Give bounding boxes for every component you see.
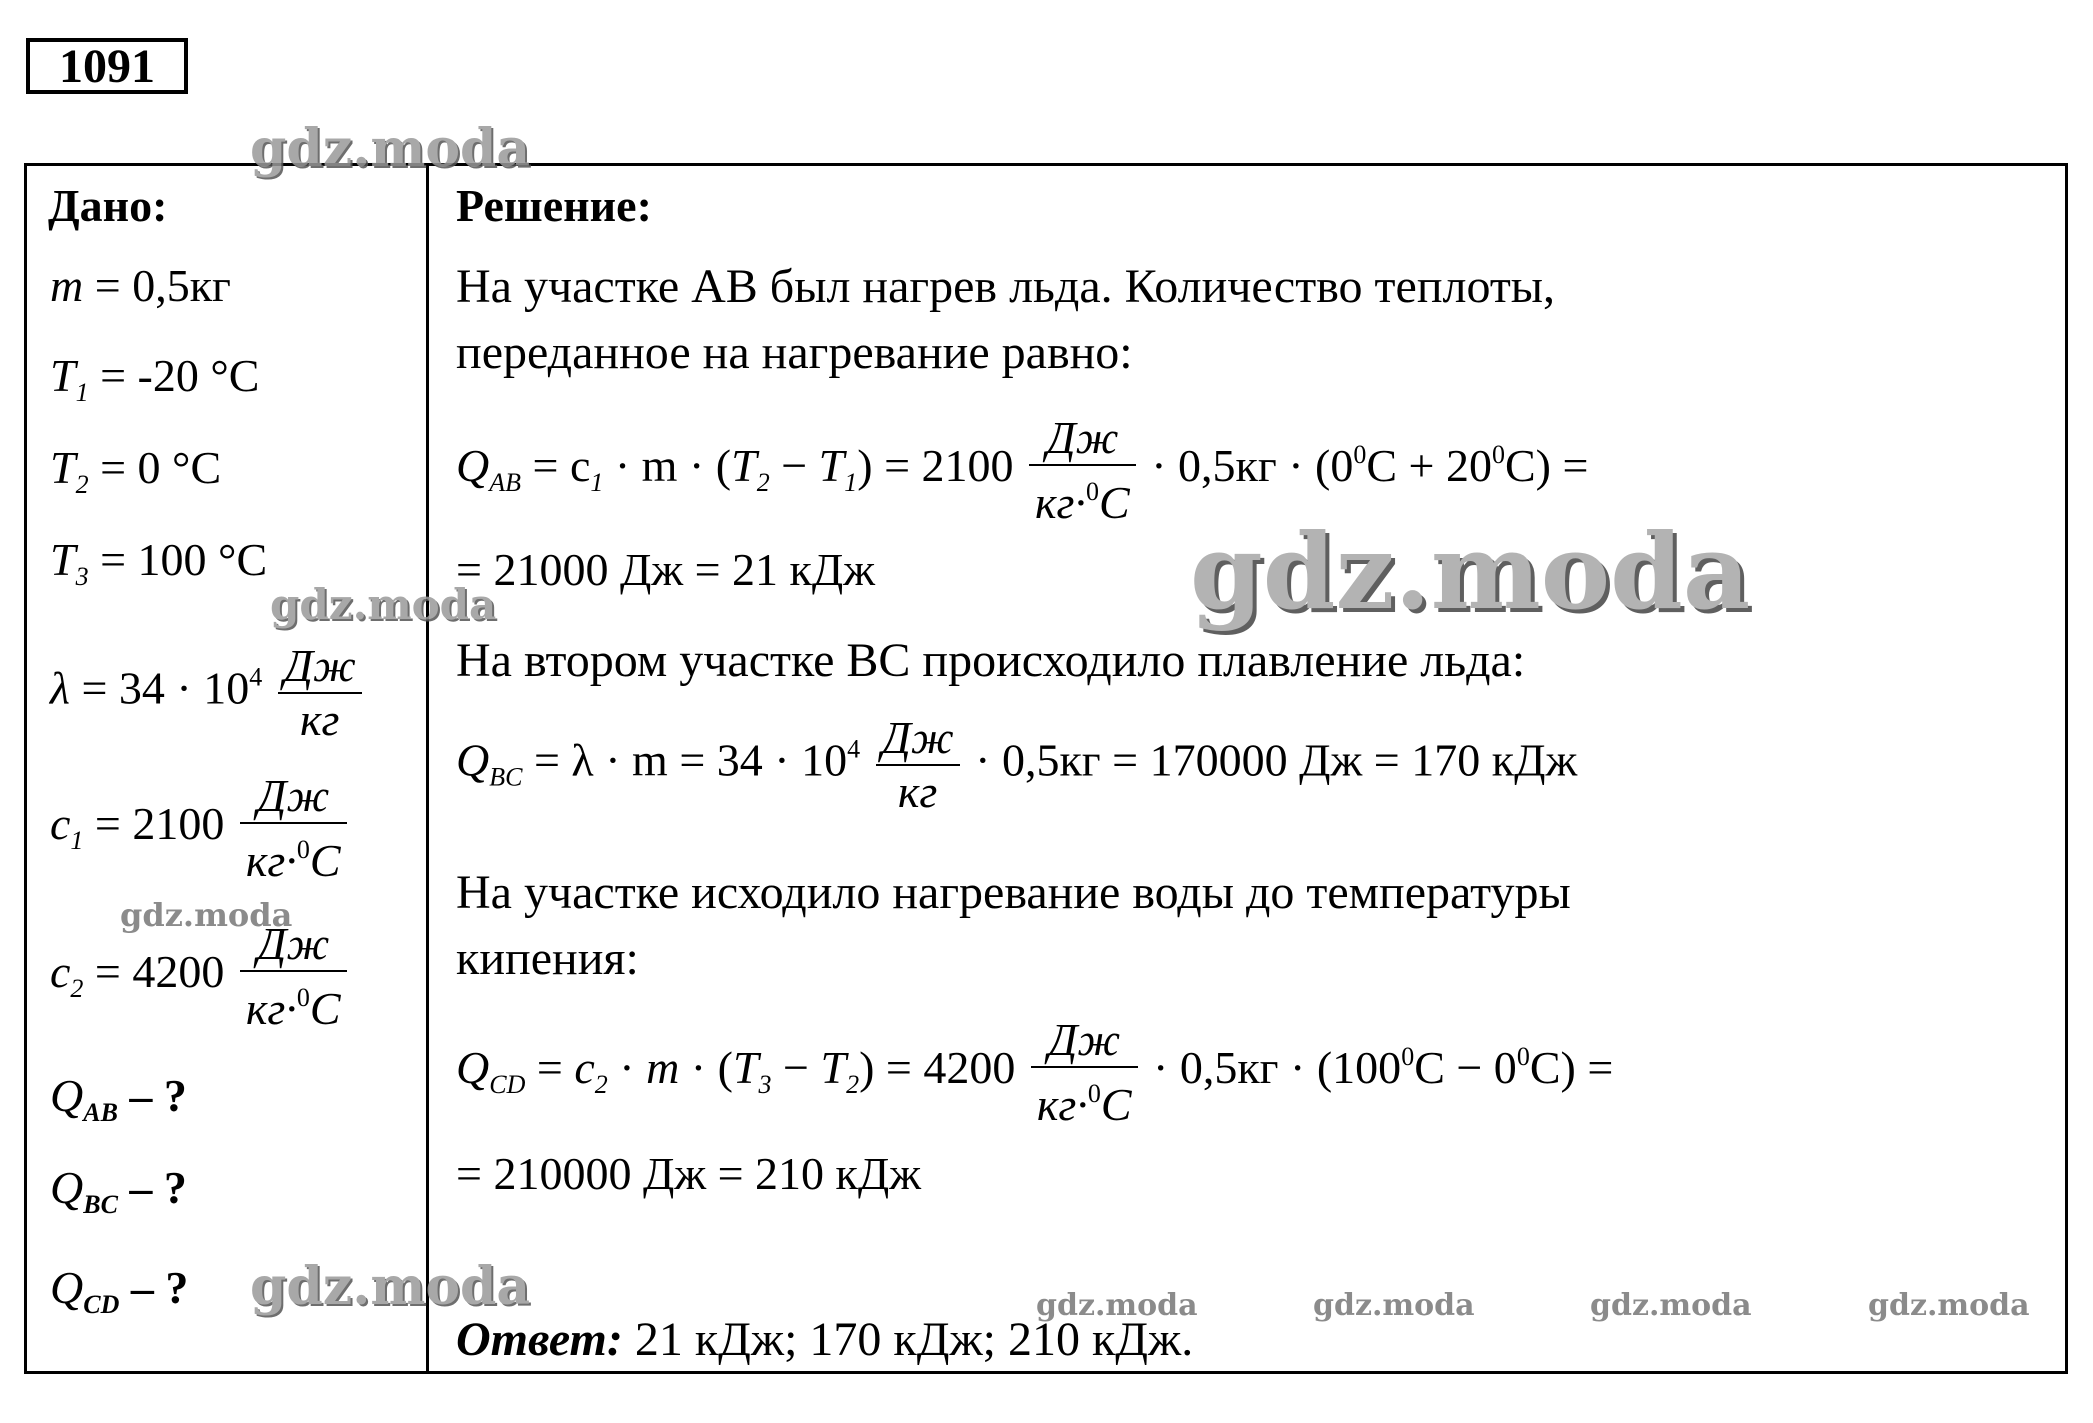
watermark: gdz.moda	[1036, 1288, 1198, 1323]
equation-qcd: $Q_{CD} = c_2 \cdot m \cdot (T_3 - T_2) = 4200$ $\frac{Дж}{кг\cdot^0C}$ · $0,5кг \cdot (100^0C - 0^0C)$ =	[456, 1014, 1614, 1130]
column-divider	[426, 163, 429, 1374]
watermark: gdz.moda	[250, 1256, 531, 1317]
given-header: Дано:	[48, 180, 168, 231]
given-t2: $T_2 = 0$ °C	[50, 442, 222, 499]
solution-paragraph-cd-line2: кипения:	[456, 932, 639, 985]
find-qab: $Q_{AB}$ – ?	[50, 1070, 187, 1127]
answer-label: Ответ:	[456, 1313, 623, 1366]
problem-number: 1091	[26, 38, 188, 94]
given-mass: m = 0,5кг	[50, 260, 231, 311]
find-qcd: $Q_{CD}$ – ?	[50, 1262, 189, 1319]
given-t1: $T_1 = -20$ °C	[50, 350, 260, 407]
solution-paragraph-ab-line2: переданное на нагревание равно:	[456, 326, 1133, 379]
watermark: gdz.moda	[270, 580, 497, 629]
watermark: gdz.moda	[250, 118, 531, 179]
given-lambda: $\lambda = 34 \cdot 10^4$ $\frac{Дж}{кг}$	[50, 640, 366, 746]
solution-header: Решение:	[456, 180, 652, 231]
watermark: gdz.moda	[120, 896, 293, 934]
answer-text: 21 кДж; 170 кДж; 210 кДж.	[622, 1313, 1194, 1366]
equation-qbc: $Q_{BC} = \lambda \cdot m = 34 \cdot 10^4$ $\frac{Дж}{кг}$ · 0,5кг = 170000 Дж = 170 кДж	[456, 712, 1578, 817]
watermark: gdz.moda	[1868, 1288, 2030, 1323]
equation-qcd-result: = 210000 Дж = 210 кДж	[456, 1148, 922, 1199]
watermark: gdz.moda	[1190, 510, 1751, 633]
watermark: gdz.moda	[1590, 1288, 1752, 1323]
given-c2: $c_2 = 4200$ $\frac{Дж}{кг\cdot^0C}$	[50, 918, 351, 1035]
given-t3: $T_3 = 100$ °C	[50, 534, 268, 591]
find-qbc: $Q_{BC}$ – ?	[50, 1162, 187, 1219]
solution-paragraph-bc: На втором участке ВС происходило плавление льда:	[456, 634, 1526, 687]
solution-paragraph-ab-line1: На участке АВ был нагрев льда. Количество теплоты,	[456, 260, 1556, 313]
solution-paragraph-cd-line1: На участке исходило нагревание воды до температуры	[456, 866, 1571, 919]
watermark: gdz.moda	[1313, 1288, 1475, 1323]
equation-qab-result: = 21000 Дж = 21 кДж	[456, 544, 876, 595]
given-c1: $c_1 = 2100$ $\frac{Дж}{кг\cdot^0C}$	[50, 770, 351, 887]
equation-qab: $Q_{AB} = c_1 \cdot m \cdot (T_2 - T_1) = 2100$ $\frac{Дж}{кг\cdot^0C}$ · $0,5кг \cdot (0^0C + 20^0C)$ =	[456, 412, 1589, 528]
